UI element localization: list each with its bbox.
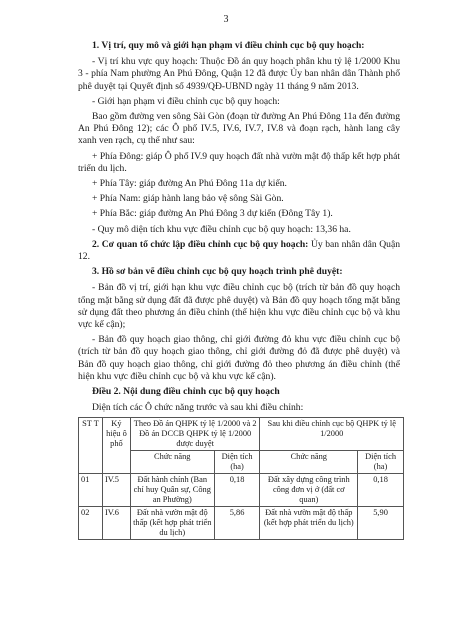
boundary-north: + Phía Bắc: giáp đường An Phú Đông 3 dự kiến (Đông Tây 1).	[92, 208, 333, 220]
header-stt: ST T	[79, 418, 103, 474]
table-row	[79, 507, 404, 540]
row-block-code: IV.5	[102, 474, 130, 507]
row-area-before: 0,18	[214, 474, 260, 507]
row-function-before: Đất hành chính (Ban chỉ huy Quân sự, Công an Phường)	[130, 474, 214, 507]
row-function-after: Đất nhà vườn mật độ thấp (kết hợp phát triển du lịch)	[260, 507, 358, 540]
header-before: Theo Đồ án QHPK tỷ lệ 1/2000 và 2 Đồ án DCCB QHPK tỷ lệ 1/2000 được duyệt	[130, 418, 260, 451]
row-stt: 01	[79, 474, 103, 507]
boundary-south: + Phía Nam: giáp hành lang bảo vệ sông Sài Gòn.	[92, 193, 284, 205]
boundary-west: + Phía Tây: giáp đường An Phú Đông 11a dự kiến.	[92, 178, 287, 190]
section-3-item-2: - Bản đồ quy hoạch giao thông, chỉ giới đường đỏ khu vực điều chỉnh cục bộ (trích từ bản đồ quy hoạch giao thông, chỉ giới đường đỏ đã được phê duyệt) và Bản đồ quy hoạch giao thông, chỉ giới đường đỏ theo phương án điều chỉnh (thể hiện khu vực điều chỉnh cục bộ và khu vực kế cận).	[78, 334, 400, 382]
row-block-code: IV.6	[102, 507, 130, 540]
row-stt: 02	[79, 507, 103, 540]
page-number: 3	[223, 14, 229, 25]
section-2-body: Ủy ban nhân dân Quận 12.	[78, 238, 400, 263]
row-area-before: 5,86	[214, 507, 260, 540]
adjustment-table	[78, 417, 404, 540]
header-after: Sau khi điều chỉnh cục bộ QHPK tỷ lệ 1/2000	[260, 418, 404, 451]
row-function-before: Đất nhà vườn mật độ thấp (kết hợp phát triển du lịch)	[130, 507, 214, 540]
header-function-before: Chức năng	[130, 451, 214, 474]
row-area-after: 0,18	[358, 474, 404, 507]
table-header-row	[79, 418, 404, 451]
document-body	[78, 40, 400, 540]
row-function-after: Đất xây dựng công trình công đơn vị ở (đất cơ quan)	[260, 474, 358, 507]
section-3-heading: 3. Hồ sơ bản vẽ điều chỉnh cục bộ quy hoạch trình phê duyệt:	[92, 266, 343, 278]
row-area-after: 5,90	[358, 507, 404, 540]
section-1-location: - Vị trí khu vực quy hoạch: Thuộc Đồ án quy hoạch phân khu tỷ lệ 1/2000 Khu 3 - phía Nam phường An Phú Đông, Quận 12 đã được Ủy ban nhân dân Thành phố phê duyệt tại Quyết định số 4939/QĐ-UBND ngày 11 tháng 9 năm 2013.	[78, 56, 400, 92]
header-block-code: Ký hiệu ô phố	[102, 418, 130, 474]
header-function-after: Chức năng	[260, 451, 358, 474]
boundary-east: + Phía Đông: giáp Ô phố IV.9 quy hoạch đất nhà vườn mật độ thấp kết hợp phát triển du lịch.	[78, 150, 400, 174]
section-1-area: - Quy mô diện tích khu vực điều chỉnh cục bộ quy hoạch: 13,36 ha.	[92, 223, 351, 235]
section-2-paragraph	[78, 239, 400, 263]
article-2-intro: Diện tích các Ô chức năng trước và sau khi điều chỉnh:	[92, 402, 304, 414]
section-1-scope-detail: Bao gồm đường ven sông Sài Gòn (đoạn từ đường An Phú Đông 11a đến đường An Phú Đông 12); các Ô phố IV.5, IV.6, IV.7, IV.8 và đoạn rạch, hành lang cây xanh ven rạch, cụ thể như sau:	[78, 111, 400, 147]
table-row	[79, 474, 404, 507]
section-1-heading: 1. Vị trí, quy mô và giới hạn phạm vi điều chỉnh cục bộ quy hoạch:	[92, 40, 365, 51]
section-1-scope-label: - Giới hạn phạm vi điều chỉnh cục bộ quy hoạch:	[92, 95, 280, 107]
header-area-after: Diện tích (ha)	[358, 451, 404, 474]
article-2-heading: Điều 2. Nội dung điều chỉnh cục bộ quy hoạch	[92, 386, 280, 398]
section-3-item-1: - Bản đồ vị trí, giới hạn khu vực điều chỉnh cục bộ (trích từ bản đồ quy hoạch tổng mặt bằng sử dụng đất đã được phê duyệt) và Bản đồ quy hoạch tổng mặt bằng sử dụng đất theo phương án điều chỉnh (thể hiện khu vực điều chỉnh cục bộ và khu vực kế cận);	[78, 282, 400, 331]
header-area-before: Diện tích (ha)	[214, 451, 260, 474]
section-2-heading: 2. Cơ quan tổ chức lập điều chỉnh cục bộ quy hoạch:	[92, 238, 309, 250]
